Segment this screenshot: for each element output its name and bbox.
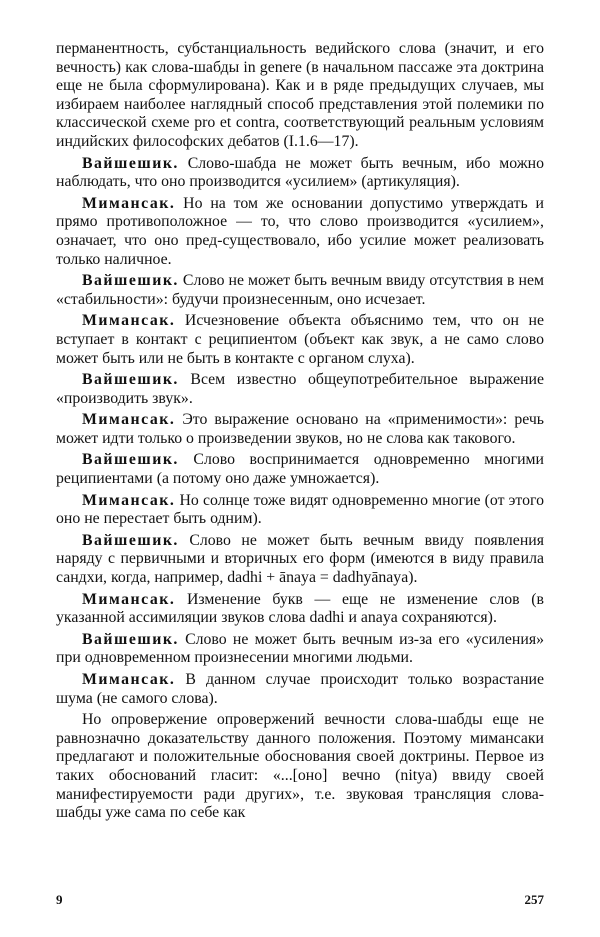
speaker-label: Вайшешик. [82, 630, 179, 648]
paragraph [56, 671, 544, 708]
paragraph-text: Всем известно общеупотребительное выражение «производить звук». [56, 371, 544, 407]
paragraph-text: Но опровержение опровержений вечности слова-шабды еще не равнозначно доказательству данного положения. Поэтому мимансаки предлагают и положительные обоснования своей доктрины. Первое из таких обоснований гласит: «...[оно] вечно (nitya) ввиду своей манифестируемости ради других», т.е. звуковая трансляция слова-шабды уже сама по себе как [56, 711, 544, 822]
paragraph [56, 532, 544, 588]
paragraph-text: Слово воспринимается одновременно многими реципиентами (а потому оно даже умножается). [56, 451, 544, 488]
speaker-label: Вайшешик. [82, 272, 179, 290]
paragraph [56, 631, 544, 668]
page-number: 257 [524, 892, 544, 907]
paragraph-text: Слово не может быть вечным ввиду появления наряду с первичными и вторичных его форм (имеются в виду правила сандхи, когда, например, dadhi + ānaya = dadhyānaya). [56, 531, 544, 587]
paragraph-text: Но солнце тоже видят одновременно многие (от этого оно не перестает быть одним). [56, 491, 544, 528]
paragraph-text: Это выражение основано на «применимости»: речь может идти только о произведении звуков, но не слова как такового. [56, 411, 544, 447]
paragraph [56, 272, 544, 309]
speaker-label: Мимансак. [82, 590, 176, 608]
paragraph-text: В данном случае происходит только возрастание шума (не самого слова). [56, 671, 544, 707]
speaker-label: Мимансак. [82, 491, 176, 509]
speaker-label: Вайшешик. [82, 371, 179, 389]
speaker-label: Мимансак. [82, 671, 176, 688]
paragraph-text: Изменение букв — еще не изменение слов (в указанной ассимиляции звуков слова dadhi и anaya сохраняются). [56, 590, 544, 627]
paragraph-text: Исчезновение объекта объяснимо тем, что он не вступает в контакт с реципиентом (объект как звук, а не само слово может быть или не быть в контакте с органом слуха). [56, 312, 544, 367]
speaker-label: Вайшешик. [82, 531, 179, 549]
paragraph-text: Слово не может быть вечным ввиду отсутствия в нем «стабильности»: будучи произнесенным, оно исчезает. [56, 272, 544, 308]
body-text [56, 40, 544, 823]
signature-mark: 9 [56, 892, 63, 907]
speaker-label: Мимансак. [82, 194, 176, 212]
paragraph [56, 195, 544, 269]
speaker-label: Вайшешик. [82, 154, 179, 172]
paragraph [56, 40, 544, 152]
paragraph [56, 711, 544, 823]
paragraph [56, 312, 544, 368]
paragraph-text: Слово-шабда не может быть вечным, ибо можно наблюдать, что оно производится «усилием» (артикуляция). [56, 154, 544, 191]
speaker-label: Мимансак. [82, 312, 176, 330]
speaker-label: Вайшешик. [82, 451, 179, 469]
paragraph-text: Слово не может быть вечным из-за его «усиления» при одновременном произнесении многими людьми. [56, 630, 544, 667]
paragraph [56, 591, 544, 628]
page-footer [56, 892, 544, 910]
paragraph [56, 155, 544, 192]
paragraph [56, 492, 544, 529]
paragraph [56, 411, 544, 448]
paragraph-text: Но на том же основании допустимо утверждать и прямо противоположное — то, что слово производится «усилием», означает, что оно пред-существовало, ибо усилие может реализовать только наличное. [56, 194, 544, 268]
speaker-label: Мимансак. [82, 411, 176, 429]
paragraph [56, 371, 544, 408]
paragraph [56, 451, 544, 488]
paragraph-text: перманентность, субстанциальность ведийского слова (значит, и его вечность) как слова-шабды in genere (в начальном пассаже эта доктрина еще не была сформулирована). Как и в ряде предыдущих случаев, мы избираем наиболее наглядный способ представления этой полемики по классической схеме pro et contra, соответствующий реальным условиям индийских философских дебатов (I.1.6—17). [56, 40, 544, 150]
